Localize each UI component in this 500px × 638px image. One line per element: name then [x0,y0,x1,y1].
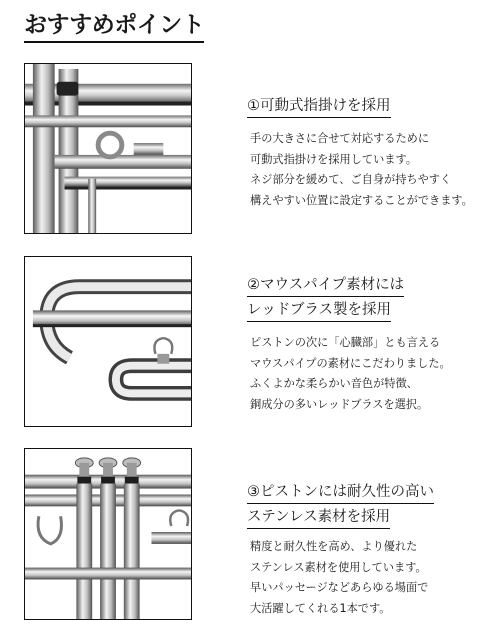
feature-heading-line: ②マウスパイプ素材には [247,274,404,297]
feature-body-line: マウスパイプの素材にこだわりました。 [250,356,451,370]
feature-1-heading [247,94,391,119]
pistons-photo [24,448,192,620]
feature-heading-line: ①可動式指掛けを採用 [247,95,391,118]
feature-heading-line: レッドブラス製を採用 [247,299,391,322]
page-title: おすすめポイント [24,10,204,43]
feature-body-line: ふくよかな柔らかい音色が特徴、 [250,377,418,390]
feature-body-line: 可動式指掛けを採用しています。 [250,152,417,166]
finger-hook-photo [24,63,192,234]
feature-1-body [250,129,495,211]
feature-3-heading [247,480,434,530]
feature-body-line: 精度と耐久性を高め、より優れた [250,540,418,553]
mouthpipe-photo [24,256,192,427]
feature-body-line: 手の大きさに合せて対応するために [250,132,430,145]
feature-3-body [250,537,495,619]
feature-body-line: ネジ部分を緩めて、ご自身が持ちやすく [250,173,452,186]
feature-heading-line: ステンレス素材を採用 [247,506,390,529]
feature-body-line: ピストンの次に「心臓部」とも言える [250,336,441,349]
feature-body-line: ステンレス素材を使用しています。 [250,560,427,574]
feature-heading-line: ③ピストンには耐久性の高い [247,481,434,504]
feature-body-line: 銅成分の多いレッドブラスを選択。 [250,397,429,411]
feature-body-line: 大活躍してくれる1本です。 [250,601,391,615]
feature-2-body [250,333,495,415]
feature-body-line: 早いパッセージなどあらゆる場面で [250,581,429,594]
feature-2-heading [247,273,404,323]
feature-body-line: 構えやすい位置に設定することができます。 [250,193,473,207]
